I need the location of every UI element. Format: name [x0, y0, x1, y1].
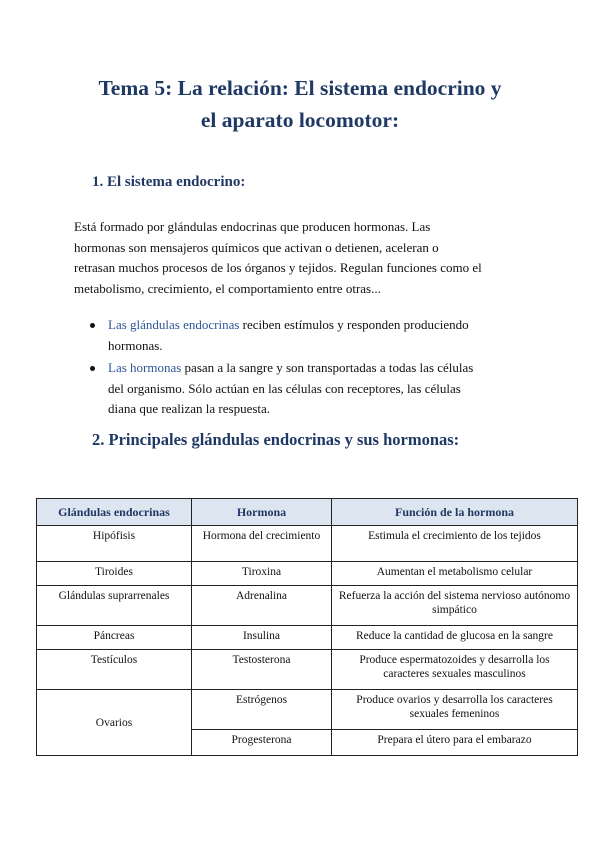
function-cell: Reduce la cantidad de glucosa en la sangre: [332, 626, 578, 650]
function-cell: Produce ovarios y desarrolla los caracteres sexuales femeninos: [332, 690, 578, 730]
gland-cell: Glándulas suprarrenales: [37, 586, 192, 626]
bullet-text: hormonas.: [108, 337, 163, 353]
table-row: [37, 650, 578, 690]
hormone-cell: Progesterona: [192, 730, 332, 756]
bullet-text: pasan a la sangre y son transportadas a todas las células: [181, 360, 474, 375]
intro-paragraph: [74, 217, 544, 299]
table-header-cell: Hormona: [192, 499, 332, 526]
bullet-highlight: Las hormonas: [108, 360, 182, 375]
function-cell: Produce espermatozoides y desarrolla los caracteres sexuales masculinos: [332, 650, 578, 690]
function-cell: Aumentan el metabolismo celular: [332, 562, 578, 586]
hormone-cell: Adrenalina: [192, 586, 332, 626]
page-title: [0, 72, 600, 136]
gland-cell: Páncreas: [37, 626, 192, 650]
paragraph-line: retrasan muchos procesos de los órganos y tejidos. Regulan funciones como el: [74, 260, 482, 275]
hormone-cell: Insulina: [192, 626, 332, 650]
table-row: [37, 626, 578, 650]
gland-cell: Testículos: [37, 650, 192, 690]
table-header-cell: Glándulas endocrinas: [37, 499, 192, 526]
gland-cell: Hipófisis: [37, 526, 192, 562]
section-1-heading: 1. El sistema endocrino:: [92, 174, 246, 190]
bullet-list: [90, 315, 530, 422]
bullet-dot-icon: [90, 323, 95, 328]
paragraph-line: hormonas son mensajeros químicos que activan o detienen, aceleran o: [74, 239, 439, 255]
paragraph-line: Está formado por glándulas endocrinas que producen hormonas. Las: [74, 219, 431, 234]
bullet-text: diana que realizan la respuesta.: [108, 401, 271, 416]
page-title-line-2: el aparato locomotor:: [200, 108, 400, 132]
glands-table: [36, 498, 578, 756]
hormone-cell: Tiroxina: [192, 562, 332, 586]
bullet-item: [90, 358, 530, 420]
function-cell: Refuerza la acción del sistema nervioso autónomo simpático: [332, 586, 578, 626]
hormone-cell: Testosterona: [192, 650, 332, 690]
table-row: [37, 562, 578, 586]
bullet-text: reciben estímulos y responden produciendo: [239, 317, 469, 332]
table-row: [37, 690, 578, 730]
function-cell: Prepara el útero para el embarazo: [332, 730, 578, 756]
table-header-row: [37, 499, 578, 526]
gland-cell: Ovarios: [37, 690, 192, 756]
function-cell: Estimula el crecimiento de los tejidos: [332, 526, 578, 562]
bullet-dot-icon: [90, 366, 95, 371]
page-title-line-1: Tema 5: La relación: El sistema endocrino y: [98, 76, 502, 100]
hormone-cell: Hormona del crecimiento: [192, 526, 332, 562]
bullet-text: del organismo. Sólo actúan en las células con receptores, las células: [108, 380, 461, 396]
table-row: [37, 526, 578, 562]
bullet-highlight: Las glándulas endocrinas: [108, 317, 240, 332]
table-header-cell: Función de la hormona: [332, 499, 578, 526]
paragraph-line: metabolismo, crecimiento, el comportamiento entre otras...: [74, 280, 381, 296]
table-row: [37, 586, 578, 626]
section-2-heading: 2. Principales glándulas endocrinas y sus hormonas:: [92, 430, 460, 449]
hormone-cell: Estrógenos: [192, 690, 332, 730]
bullet-item: [90, 315, 530, 356]
gland-cell: Tiroides: [37, 562, 192, 586]
